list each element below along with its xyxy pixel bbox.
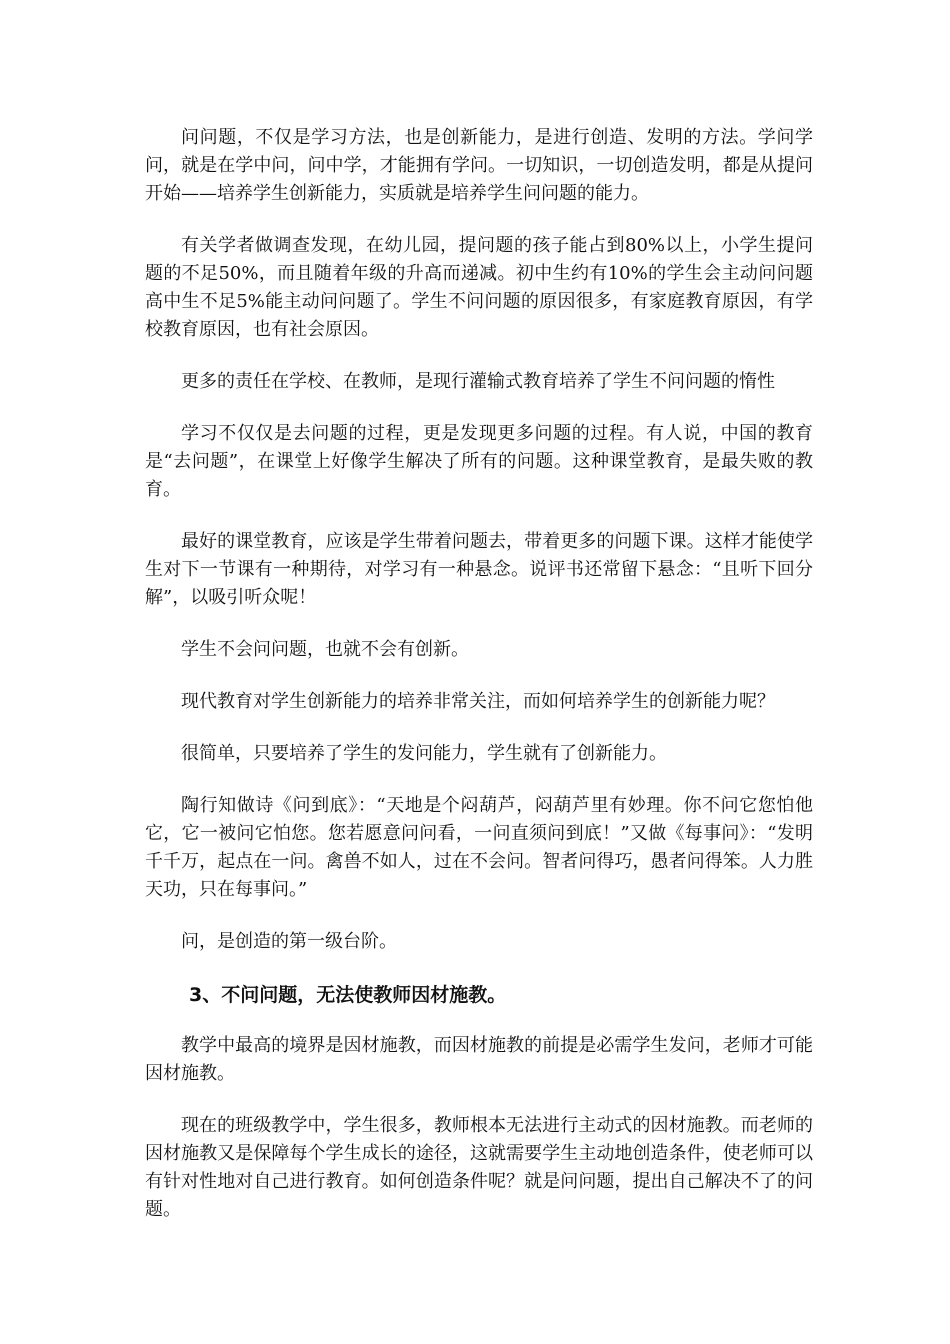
paragraph: 学习不仅仅是去问题的过程，更是发现更多问题的过程。有人说，中国的教育是“去问题”，在课堂上好像学生解决了所有的问题。这种课堂教育，是最失败的教育。 bbox=[145, 423, 813, 500]
paragraph: 更多的责任在学校、在教师，是现行灌输式教育培养了学生不问问题的惰性 bbox=[181, 371, 775, 392]
paragraph: 现代教育对学生创新能力的培养非常关注，而如何培养学生的创新能力呢？ bbox=[181, 691, 775, 712]
paragraph: 问，是创造的第一级台阶。 bbox=[181, 931, 397, 952]
paragraph: 最好的课堂教育，应该是学生带着问题去，带着更多的问题下课。这样才能使学生对下一节课有一种期待，对学习有一种悬念。说评书还常留下悬念：“且听下回分解”，以吸引听众呢！ bbox=[145, 531, 813, 608]
paragraph: 很简单，只要培养了学生的发问能力，学生就有了创新能力。 bbox=[181, 743, 667, 764]
paragraph: 现在的班级教学中，学生很多，教师根本无法进行主动式的因材施教。而老师的因材施教又是保障每个学生成长的途径，这就需要学生主动地创造条件，使老师可以有针对性地对自己进行教育。如何创造条件呢？就是问问题，提出自己解决不了的问题。 bbox=[145, 1115, 813, 1220]
paragraph: 教学中最高的境界是因材施教，而因材施教的前提是必需学生发问，老师才可能因材施教。 bbox=[145, 1035, 813, 1084]
paragraph: 有关学者做调查发现，在幼儿园，提问题的孩子能占到80%以上，小学生提问题的不足50%，而且随着年级的升高而递减。初中生约有10%的学生会主动问问题高中生不足5%能主动问问题了。学生不问问题的原因很多，有家庭教育原因，有学校教育原因，也有社会原因。 bbox=[145, 235, 813, 340]
paragraph: 问问题，不仅是学习方法，也是创新能力，是进行创造、发明的方法。学问学问，就是在学中问，问中学，才能拥有学问。一切知识，一切创造发明，都是从提问开始——培养学生创新能力，实质就是培养学生问问题的能力。 bbox=[145, 127, 813, 204]
section-heading: 3、不问问题，无法使教师因材施教。 bbox=[189, 984, 507, 1006]
document-page bbox=[145, 124, 813, 1248]
paragraph: 学生不会问问题，也就不会有创新。 bbox=[181, 639, 469, 660]
paragraph: 陶行知做诗《问到底》：“天地是个闷葫芦，闷葫芦里有妙理。你不问它您怕他它，它一被问它怕您。您若愿意问问看，一问直须问到底！”又做《每事问》：“发明千千万，起点在一问。禽兽不如人，过在不会问。智者问得巧，愚者问得笨。人力胜天功，只在每事问。” bbox=[145, 795, 813, 900]
